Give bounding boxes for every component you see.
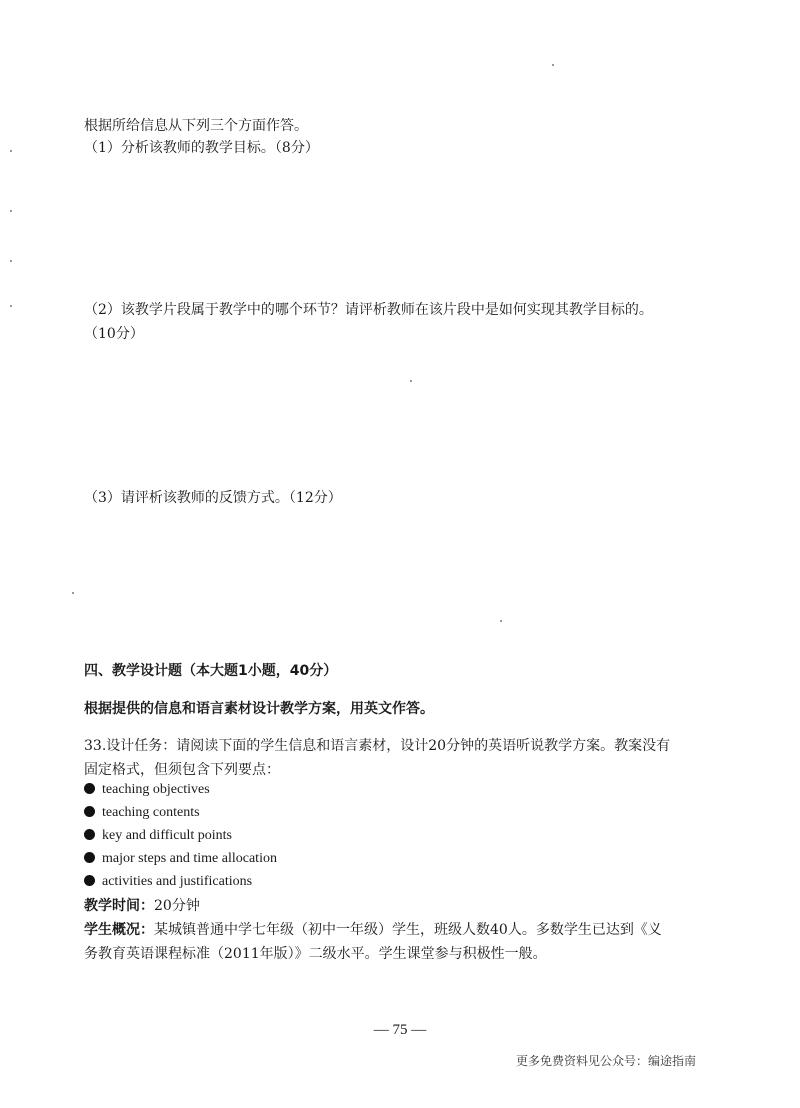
teaching-time: 教学时间：20分钟: [84, 898, 200, 914]
list-item: key and difficult points: [84, 826, 232, 846]
question-2: （2）该教学片段属于教学中的哪个环节？请评析教师在该片段中是如何实现其教学目标的。（10分）: [84, 302, 653, 342]
intro-line: 根据所给信息从下列三个方面作答。: [84, 118, 308, 134]
scan-speck: [72, 592, 74, 594]
scan-speck: [410, 380, 412, 382]
scan-speck: [10, 210, 12, 212]
list-item: activities and justifications: [84, 872, 252, 892]
bullet-icon: [84, 829, 95, 840]
footer-note: 更多免费资料见公众号：编途指南: [515, 1054, 696, 1068]
scan-speck: [10, 305, 12, 307]
list-item: major steps and time allocation: [84, 849, 277, 869]
bullet-icon: [84, 875, 95, 886]
section-instruction: 根据提供的信息和语言素材设计教学方案，用英文作答。: [84, 701, 434, 717]
student-profile: 学生概况：某城镇普通中学七年级（初中一年级）学生，班级人数40人。多数学生已达到《义务教育英语课程标准（2011年版）》二级水平。学生课堂参与积极性一般。: [84, 922, 662, 962]
section-title: 四、教学设计题（本大题1小题，40分）: [84, 663, 338, 679]
bullet-icon: [84, 852, 95, 863]
question-1: （1）分析该教师的教学目标。（8分）: [84, 140, 319, 156]
scan-speck: [552, 64, 554, 66]
scan-speck: [500, 620, 502, 622]
design-task: 33.设计任务：请阅读下面的学生信息和语言素材，设计20分钟的英语听说教学方案。教案没有固定格式，但须包含下列要点：: [84, 738, 671, 778]
question-3: （3）请评析该教师的反馈方式。（12分）: [84, 490, 342, 506]
page-number: — 75 —: [373, 1022, 427, 1038]
bullet-icon: [84, 783, 95, 794]
bullet-icon: [84, 806, 95, 817]
list-item: teaching objectives: [84, 780, 210, 800]
scan-speck: [10, 150, 12, 152]
scan-speck: [10, 260, 12, 262]
list-item: teaching contents: [84, 803, 200, 823]
